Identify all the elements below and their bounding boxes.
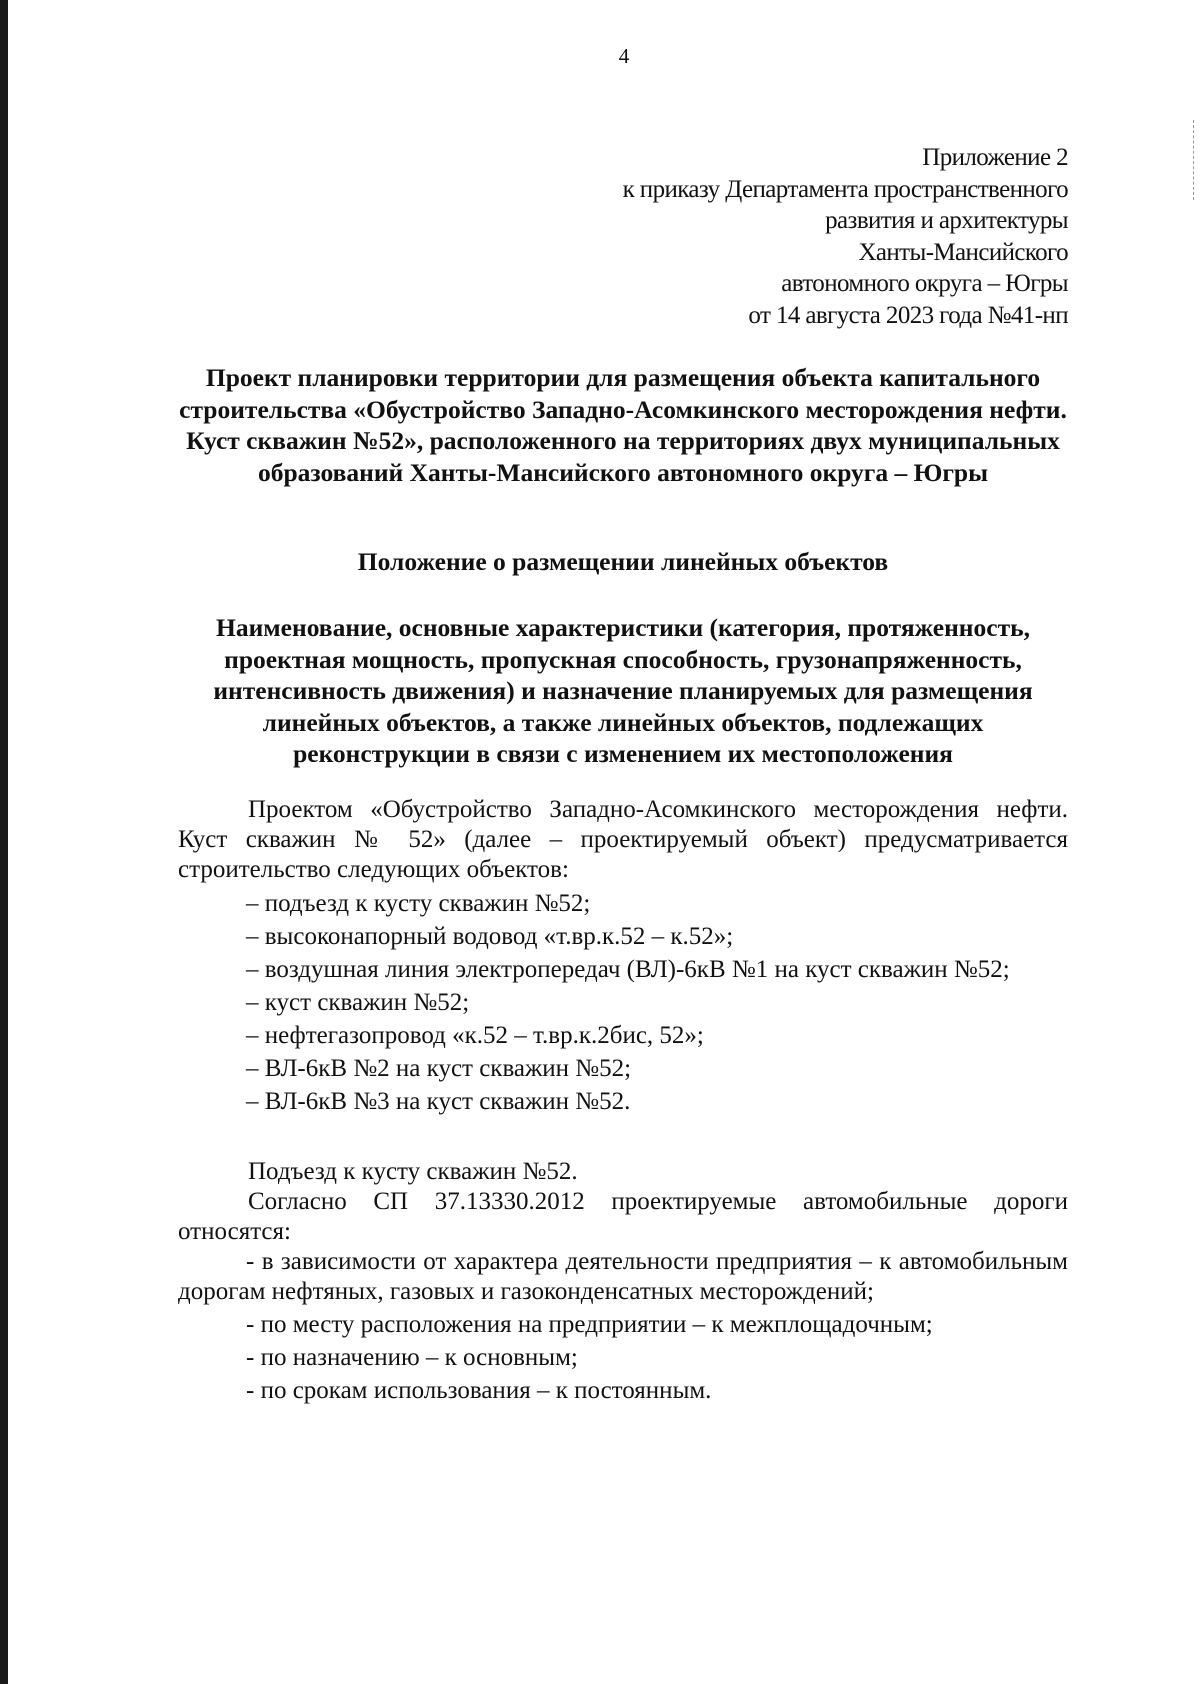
road-section-heading: Подъезд к кусту скважин №52.	[248, 1158, 578, 1185]
document-title: Проект планировки территории для размещения объекта капитального строительства «Обустройство Западно-Асомкинского месторождения нефти. Куст скважин №52», расположенного на территориях двух муниципальных образований Ханты-Мансийского автономного округа – Югры	[179, 363, 1067, 487]
appendix-line: Ханты-Мансийского	[858, 238, 1068, 266]
object-list-item: – ВЛ-6кВ №2 на куст скважин №52;	[246, 1055, 632, 1082]
object-list-item: – нефтегазопровод «к.52 – т.вр.к.2бис, 52»;	[246, 1022, 704, 1049]
road-class-item: - в зависимости от характера деятельности предприятия – к автомобильным дорогам нефтяных, газовых и газоконденсатных месторождений;	[178, 1248, 1068, 1305]
object-list-item: – подъезд к кусту скважин №52;	[246, 890, 591, 917]
object-list-item: – ВЛ-6кВ №3 на куст скважин №52.	[246, 1088, 631, 1115]
appendix-line: к приказу Департамента пространственного	[622, 175, 1068, 203]
object-list-item: – куст скважин №52;	[246, 989, 470, 1016]
appendix-line: автономного округа – Югры	[781, 270, 1068, 297]
page-number: 4	[618, 44, 630, 68]
appendix-block	[623, 142, 1068, 331]
intro-paragraph: Проектом «Обустройство Западно-Асомкинского месторождения нефти. Куст скважин № 52» (далее – проектируемый объект) предусматривается строительство следующих объектов:	[178, 796, 1068, 883]
scan-right-edge-mark	[1193, 120, 1194, 200]
road-class-item: - по месту расположения на предприятии – к межплощадочным;	[246, 1311, 933, 1338]
section-heading: Наименование, основные характеристики (категория, протяженность, проектная мощность, пропускная способность, грузонапряженность, интенсивность движения) и назначение планируемых для размещения линейных объектов, а также линейных объектов, подлежащих реконструкции в связи с изменением их местоположения	[213, 613, 1033, 768]
paragraph-gap	[178, 1117, 1068, 1157]
road-class-item: - по назначению – к основным;	[246, 1344, 578, 1371]
appendix-line: развития и архитектуры	[825, 207, 1068, 234]
appendix-line: Приложение 2	[922, 144, 1068, 171]
object-list-item: – воздушная линия электропередач (ВЛ)-6кВ №1 на куст скважин №52;	[246, 956, 1010, 983]
object-list-item: – высоконапорный водовод «т.вр.к.52 – к.52»;	[246, 923, 734, 950]
appendix-line: от 14 августа 2023 года №41-нп	[748, 301, 1068, 329]
document-body	[178, 795, 1068, 1406]
road-class-item: - по срокам использования – к постоянным.	[246, 1377, 712, 1404]
road-section-intro: Согласно СП 37.13330.2012 проектируемые автомобильные дороги относятся:	[178, 1188, 1068, 1245]
section-subtitle: Положение о размещении линейных объектов	[357, 547, 889, 576]
scan-left-edge	[0, 0, 8, 1684]
